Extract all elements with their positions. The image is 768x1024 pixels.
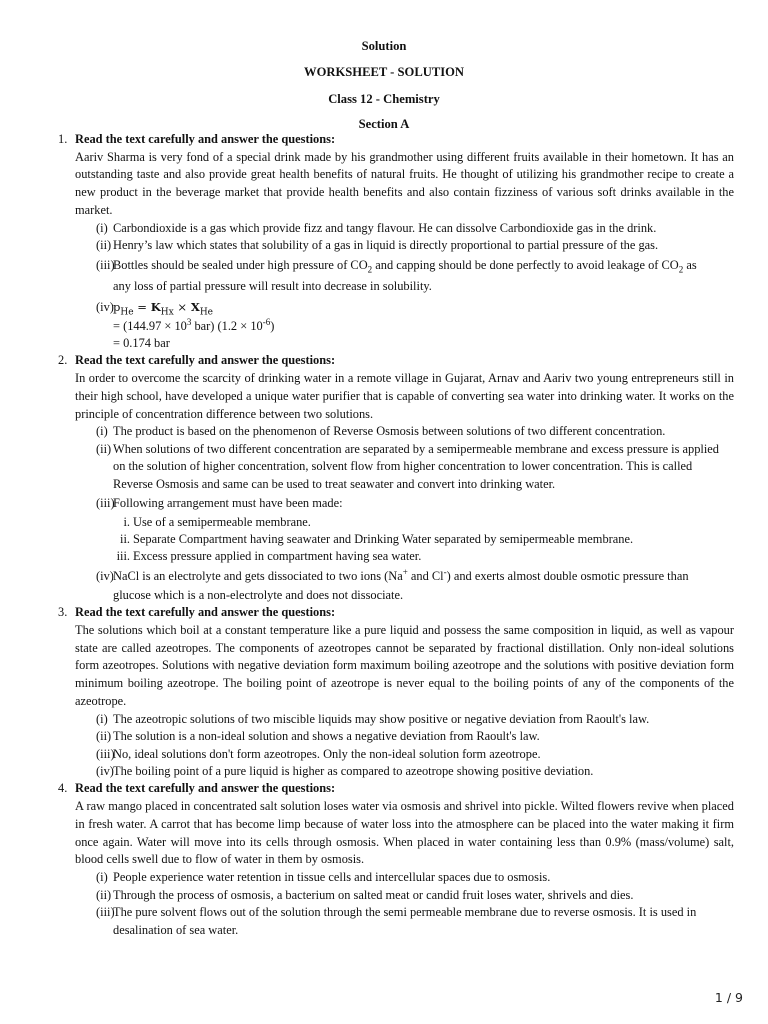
section-heading: Section A [358,117,410,131]
question-1 [58,131,734,352]
answer-text: as [683,257,697,272]
answer-label: (iv) [96,568,114,583]
answer-label: (ii) [96,729,112,744]
answer-text: ) and exerts almost double osmotic pressure than [446,568,689,583]
doc-title: Solution [361,39,407,53]
answer-label: (iii) [96,495,115,510]
question-number: 2. [58,353,68,368]
superscript: + [402,566,408,577]
question-number: 4. [58,781,68,796]
superscript: -6 [262,316,271,327]
calc-text: = (144.97 × 10 [113,318,187,333]
answer-item [75,763,734,780]
answer-label: (ii) [96,887,112,902]
question-heading: Read the text carefully and answer the questions: [75,781,336,796]
answer-text: The boiling point of a pure liquid is higher as compared to azeotrope showing positive deviation. [113,764,594,778]
calculation-line [75,318,734,335]
list-item [75,514,734,531]
answer-text: No, ideal solutions don't form azeotropes. Only the non-ideal solution form azeotrope. [113,746,541,761]
answer-label: (i) [96,870,108,885]
answer-text: Henry’s law which states that solubility of a gas in liquid is directly proportional to partial pressure of the gas. [113,238,659,253]
answer-label: (i) [96,711,108,726]
answer-continuation: glucose which is a non-electrolyte and does not dissociate. [113,587,404,602]
list-label: i. [123,514,130,529]
answer-item [75,711,734,728]
answer-item [75,566,734,587]
question-number: 3. [58,605,68,620]
question-heading: Read the text carefully and answer the questions: [75,132,336,146]
answer-label: (i) [96,424,108,439]
answer-label: (iii) [96,746,115,761]
answer-text: Following arrangement must have been made: [113,495,343,510]
formula-symbol: p [113,299,121,314]
question-4 [58,780,734,939]
calc-text: ) [270,318,275,333]
list-label: ii. [120,531,130,546]
answer-text: The azeotropic solutions of two miscible liquids may show positive or negative deviation from Raoult's law. [113,711,650,726]
question-passage: In order to overcome the scarcity of drinking water in a remote village in Gujarat, Arnav and Aariv two young entrepreneurs still in their high school, have developed a unique water purifier that is capable of converting sea water into drinking water. It works on the principle of concentration difference between two solutions. [75,371,734,421]
answer-text: and Cl [407,568,444,583]
question-heading: Read the text carefully and answer the questions: [75,353,336,368]
list-text: Excess pressure applied in compartment having sea water. [133,549,422,564]
answer-text: The solution is a non-ideal solution and shows a negative deviation from Raoult's law. [113,729,540,744]
formula-operator: = [133,299,151,314]
answer-item [75,220,734,237]
question-number: 1. [58,132,68,146]
list-text: Use of a semipermeable membrane. [133,514,311,529]
question-3 [58,604,734,780]
answer-text: Through the process of osmosis, a bacterium on salted meat or candid fruit loses water, shrivels and dies. [113,887,634,902]
answer-continuation: any loss of partial pressure will result into decrease in solubility. [113,278,432,293]
answer-item [75,746,734,763]
answer-item [75,887,734,904]
answer-item [75,423,734,440]
answer-item [75,297,734,318]
answer-item [75,255,734,276]
list-label: iii. [116,549,130,564]
answer-label: (iv) [96,764,114,778]
question-passage: Aariv Sharma is very fond of a special drink made by his grandmother using different fruits available in their hometown. It has an outstanding taste and also provide great health benefits of natural fruits. He thought of utilizing his grandmother recipe to create a new product in the beverage market that provide health benefits and also contain fizziness of various soft drinks available in the market. [75,149,734,217]
subscript: 2 [678,264,684,275]
subscript: He [120,306,134,317]
answer-text: Carbondioxide is a gas which provide fizz and tangy flavour. He can dissolve Carbondioxide gas in the drink. [113,220,657,235]
answer-text: and capping should be done perfectly to avoid leakage of CO [372,257,679,272]
class-line: Class 12 - Chemistry [328,92,440,106]
answer-item [75,869,734,886]
superscript: 3 [186,316,192,327]
list-item [75,548,734,565]
question-2 [58,352,734,604]
subscript: He [199,306,213,317]
answer-label: (ii) [96,238,112,253]
answer-label: (i) [96,220,108,235]
answer-label: (iii) [96,905,115,919]
page-indicator: 1 / 9 [714,990,743,1005]
question-passage: The solutions which boil at a constant temperature like a pure liquid and possess the same composition in liquid, as well as vapour state are called azeotropes. The components of azeotropes cannot be separated by fractional distillation. Only non-ideal solutions form azeotropes. Solutions with negative deviation form maximum boiling azeotrope and the solutions with positive deviation form minimum boiling azeotrope. The boiling point of azeotrope is never equal to the boiling points of any of the components of the azeotrope. [75,622,734,708]
answer-text: People experience water retention in tissue cells and intercellular spaces due to osmosis. [113,870,551,885]
henry-law-formula [113,299,213,317]
list-text: Separate Compartment having seawater and Drinking Water separated by semipermeable membrane. [133,531,634,546]
answer-text: The pure solvent flows out of the solution through the semi permeable membrane due to reverse osmosis. It is used in desalination of sea water. [113,905,697,937]
answer-label: (iii) [96,257,115,272]
subscript: Hx [160,306,174,317]
answer-item [75,237,734,254]
list-item [75,531,734,548]
answer-text: Bottles should be sealed under high pressure of CO [113,257,368,272]
answer-item [75,904,734,939]
question-heading: Read the text carefully and answer the questions: [75,605,336,620]
formula-symbol: X [190,299,200,314]
answer-item [75,728,734,745]
answer-text: The product is based on the phenomenon of Reverse Osmosis between solutions of two different concentration. [113,424,666,439]
superscript: - [443,566,447,577]
answer-item [75,494,734,512]
subscript: 2 [367,264,373,275]
answer-item [75,441,734,494]
doc-subtitle: WORKSHEET - SOLUTION [303,65,465,79]
formula-operator: × [173,299,191,314]
answer-text: NaCl is an electrolyte and gets dissociated to two ions (Na [113,568,403,583]
question-passage: A raw mango placed in concentrated salt solution loses water via osmosis and shrivel into pickle. Wilted flowers revive when placed in fresh water. A carrot that has become limp because of water loss into the atmosphere can be placed into the water making it firm once again. Water will move into its cells through osmosis. When placed in water containing less than 0.9% (mass/volume) salt, blood cells swell due to flow of water in them by osmosis. [75,799,734,867]
calc-text: bar) (1.2 × 10 [191,318,263,333]
answer-label: (iv) [96,299,114,314]
answer-label: (ii) [96,441,112,456]
calculation-result: = 0.174 bar [113,336,170,350]
answer-text: When solutions of two different concentration are separated by a semipermeable membrane and excess pressure is applied on the solution of higher concentration, solvent flow from higher concentration to lower concentration. This is called Reverse Osmosis and same can be used to treat seawater and convert into drinking water. [113,441,719,491]
formula-symbol: K [150,299,161,314]
questions-list [58,131,734,939]
